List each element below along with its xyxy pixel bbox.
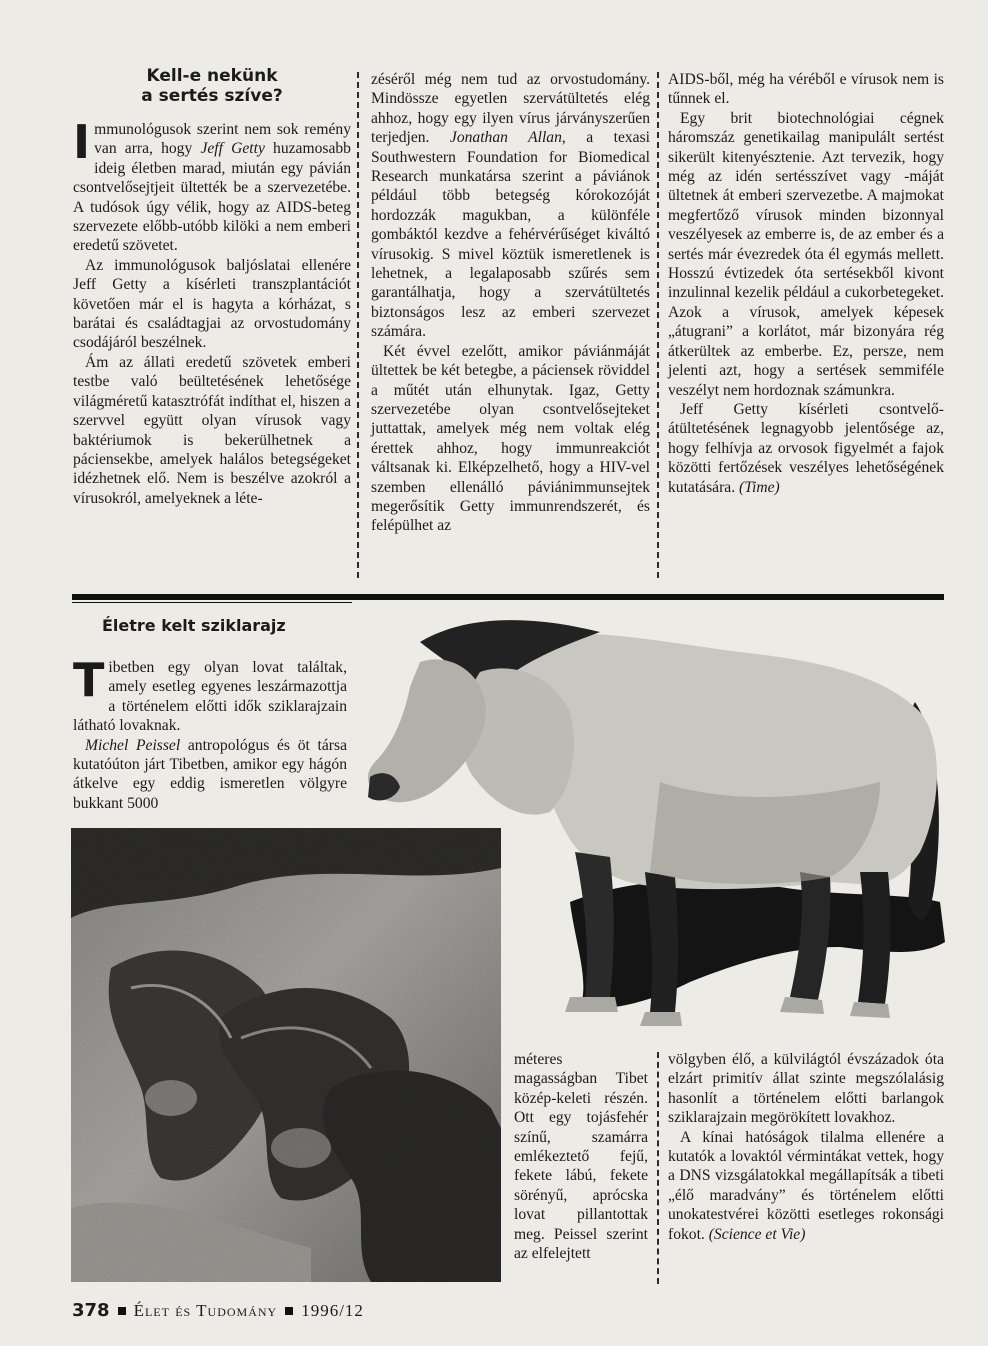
article2-p2-text: antropológus és öt társa kutatóúton járt Tibetben, amikor egy hágón átkelve egy eddig ismeretlen völgyre bukkant 5000	[73, 736, 347, 812]
article2-paragraph-2	[73, 736, 347, 814]
article1-col2-text-b: , a texasi Southwestern Foundation for Biomedical Research munkatársa szerint a páviánok például több betegség kórokozóját hordozzák magukban, a különféle gombáktól kezdve a fehérvérűséget kiváltó vírusokig. S mivel köztük ismeretlenek is lehetnek, a legalaposabb szűrés sem garantálhatja, hogy a szervátültetés biztonságos lesz az emberi szervezet számára.	[371, 129, 650, 341]
person-name-michel-peissel: Michel Peissel	[85, 736, 181, 754]
article1-col3-paragraph-2: Egy brit biotechnológiai cégnek háromszáz genetikailag manipulált sertést sikerült kitenyésztenie. Azt tervezik, hogy még az idén sertésszívet vagy -máját ültetnek át emberi szervezetbe. A majmokat megfertőző vírusok minden bizonnyal veszélyesek az emberre is, de az ember és a sertés már évezredek óta él egymás mellett. Hosszú évtizedek óta sertésekből kivont inzulinnal kezelik például a cukorbetegeket. Azok a vírusok, amelyek képesek „átugrani” a korlátot, már bizonyára rég átkerültek az emberbe. Ez, persze, nem jelenti azt, hogy a sertések semmiféle veszélyt nem hordoznak számunkra.	[668, 109, 944, 399]
article1-headline-line1: Kell-e nekünk	[146, 66, 278, 86]
column-separator	[657, 1052, 659, 1284]
article1-column-1	[73, 66, 351, 508]
source-credit: (Science et Vie)	[708, 1225, 806, 1243]
article2-column-2	[514, 1050, 648, 1263]
page-footer	[72, 1298, 364, 1324]
article1-col3-p3-text: Jeff Getty kísérleti csontvelő-átültetésének legnagyobb jelentősége az, hogy felhívja az orvosok figyelmét a fajok közötti fertőzések veszélyes lehetőségének kutatására.	[668, 400, 944, 496]
source-credit: (Time)	[739, 478, 780, 496]
person-name-jonathan-allan: Jonathan Allan	[449, 129, 562, 147]
article2-col3-paragraph-1: völgyben élő, a külvilágtól évszázadok óta elzárt primitív állat szinte megszólalásig hasonlít a történelem előtti barlangok sziklarajzain megörökített lovakhoz.	[668, 1051, 944, 1127]
article2-column-3	[668, 1050, 944, 1244]
page-number: 378	[72, 1300, 110, 1321]
section-divider-thin-rule	[72, 602, 352, 603]
column-separator	[357, 72, 359, 578]
article1-p1-text-b: huzamosabb ideig életben marad, miután egy pávián csontvelősejtjeit ültették be a szervezetébe. A tudósok úgy vélik, hogy az AIDS-beteg szervezete előbb-utóbb kilöki a nem emberi eredetű szövetet.	[73, 140, 351, 255]
horse-image	[360, 602, 950, 1032]
article1-p1-text-a: mmunológusok szerint nem sok remény van arra, hogy	[94, 121, 351, 158]
article1-col2-text-a: zéséről még nem tud az orvostudomány. Mindössze egyetlen szervátültetés elég ahhoz, hogy egy ilyen vírus járványszerűen terjedjen.	[371, 71, 650, 147]
article1-headline-line2: a sertés szíve?	[141, 86, 283, 106]
article2-column-1	[73, 653, 347, 813]
article2-paragraph-1	[73, 653, 347, 736]
article1-headline	[73, 66, 351, 106]
article1-paragraph-2: Az immunológusok baljóslatai ellenére Jeff Getty a kísérleti transzplantációt követően már el is hagyta a kórházat, s barátai és családtagjai az orvostudomány csodájáról beszélnek.	[73, 256, 351, 352]
issue-number: 1996/12	[301, 1301, 364, 1320]
article1-col2-paragraph-2: Két évvel ezelőtt, amikor páviánmáját ültettek be két betegbe, a páciensek röviddel a műtét után elhunytak. Igaz, Getty szervezetébe olyan csontvelősejteket juttattak, amelyek még nem voltak elég érettek ahhoz, hogy immunreakciót váltsanak ki. Elképzelhető, hogy a HIV-vel szemben ellenálló páviánimmunsejtek megerősítik Getty immunrendszerét, és felépülhet az	[371, 342, 650, 535]
article2-p1-text: ibetben egy olyan lovat találtak, amely esetleg egyenes leszármazottja a történelem előtti idők sziklarajzain látható lovaknak.	[73, 659, 347, 735]
article2-col3-paragraph-2	[668, 1128, 944, 1244]
article1-col2-paragraph-1	[371, 70, 650, 342]
section-divider-rule	[72, 594, 944, 600]
magazine-name: Élet és Tudomány	[133, 1301, 278, 1320]
dropcap-t: T	[73, 653, 105, 707]
dropcap-i: I	[73, 115, 91, 169]
article1-paragraph-1	[73, 115, 351, 256]
article2-headline: Életre kelt sziklarajz	[102, 616, 286, 635]
square-bullet-icon	[285, 1307, 293, 1315]
column-separator	[657, 72, 659, 578]
article2-col3-p2-text: A kínai hatóságok tilalma ellenére a kutatók a lovaktól vérmintákat vettek, hogy a DNS vizsgálatokkal megállapítsák a tibeti „élő maradvány” és történelem előtti unokatestvérei közötti esetleges rokonsági fokot.	[668, 1128, 944, 1243]
article2-col2-paragraph-1: méteres magasságban Tibet közép-keleti részén. Ott egy tojásfehér színű, szamárra emlékeztető fejű, fekete lábú, fekete sörényű, aprócska lovat pillantottak meg. Peissel szerint az elfelejtett	[514, 1051, 648, 1263]
person-name-jeff-getty: Jeff Getty	[200, 140, 265, 158]
article1-col3-paragraph-3	[668, 400, 944, 497]
article1-paragraph-3: Ám az állati eredetű szövetek emberi testbe való beültetésének lehetősége világméretű katasztrófát indíthat el, hiszen a szervvel együtt olyan vírusok vagy baktériumok is bekerülhetnek a páciensekbe, amelyek halálos betegségeket idézhetnek elő. Nem is beszélve azokról a vírusokról, amelyeknek a léte-	[73, 353, 351, 507]
article1-column-2	[371, 70, 650, 536]
square-bullet-icon	[118, 1307, 126, 1315]
article1-col3-paragraph-1: AIDS-ből, még ha véréből e vírusok nem is tűnnek el.	[668, 71, 944, 108]
tibetan-horse-photo	[360, 602, 950, 1032]
article1-column-3	[668, 70, 944, 497]
